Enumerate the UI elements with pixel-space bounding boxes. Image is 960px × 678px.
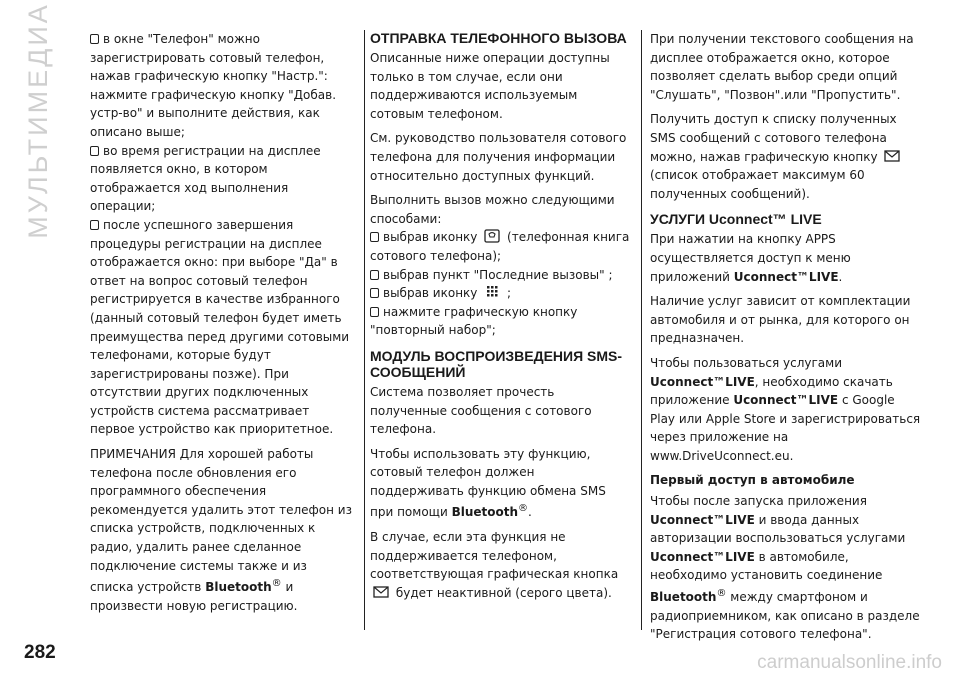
square-bullet-icon [90, 220, 99, 230]
column-3 [650, 30, 922, 650]
sms-envelope-icon [372, 585, 390, 599]
square-bullet-icon [90, 146, 99, 156]
keypad-icon [483, 285, 501, 299]
heading-outgoing-call: ОТПРАВКА ТЕЛЕФОННОГО ВЫЗОВА [370, 30, 627, 46]
square-bullet-icon [370, 307, 379, 317]
paragraph: При получении текстового сообщения на дисплее отображается окно, которое позволяет сделать выбор среди опций "Слушать", "Позвон".или "Пропустить". [650, 32, 914, 102]
subheading-first-access: Первый доступ в автомобиле [650, 473, 855, 488]
paragraph: Чтобы использовать эту функцию, сотовый телефон должен поддерживать функцию обмена SMS при помощи Bluetooth®. [370, 446, 606, 520]
paragraph: При нажатии на кнопку APPS осуществляется доступ к меню приложений Uconnect™LIVE. [650, 232, 851, 284]
paragraph: Чтобы пользоваться услугами Uconnect™LIVE, необходимо скачать приложение Uconnect™LIVE с Google Play или Apple Store и зарегистрироваться через приложение на www.DriveUconnect.eu. [650, 355, 921, 463]
column-2 [370, 30, 632, 608]
square-bullet-icon [370, 270, 379, 280]
section-title-text: МУЛЬТИМЕДИА [22, 1, 53, 239]
bullet-item: выбрав пункт "Последние вызовы" ; [370, 266, 632, 285]
page-number: 282 [24, 642, 56, 663]
bullet-item: после успешного завершения процедуры регистрации на дисплее отображается окно: при выборе "Да" в ответ на вопрос сотовый телефон регистрируется в качестве избранного (данный сотовый телефон будет иметь преимущества перед другими сотовыми телефонами, которые будут зарегистрированы позже). При отсутствии других подключенных устройств система рассматривает первое устройство как приоритетное. [90, 217, 350, 437]
paragraph: Система позволяет прочесть полученные сообщения с сотового телефона. [370, 384, 592, 437]
sms-envelope-icon [883, 149, 901, 163]
column-divider-2 [641, 30, 642, 630]
square-bullet-icon [370, 232, 379, 242]
heading-sms-module: МОДУЛЬ ВОСПРОИЗВЕДЕНИЯ SMS-СООБЩЕНИЙ [370, 347, 623, 380]
bullet-item: в окне "Телефон" можно зарегистрировать сотовый телефон, нажав графическую кнопку "Настр.": нажмите графическую кнопку "Добав. устр-во" и выполните действия, как описано выше; [90, 32, 337, 139]
bullet-item: нажмите графическую кнопку "повторный набор"; [370, 304, 578, 338]
heading-uconnect-live: УСЛУГИ Uconnect™ LIVE [650, 211, 822, 228]
paragraph: См. руководство пользователя сотового телефона для получения информации относительно доступных функций. [370, 131, 627, 183]
paragraph: Получить доступ к списку полученных SMS сообщений с сотового телефона можно, нажав графическую кнопку (список отображает максимум 60 полученных сообщений). [650, 110, 922, 203]
watermark: carmanualsonline.info [757, 652, 942, 673]
bullet-item: выбрав иконку ; [370, 284, 632, 303]
paragraph: В случае, если эта функция не поддерживается телефоном, соответствующая графическая кнопка будет неактивной (серого цвета). [370, 530, 619, 600]
bullet-item: выбрав иконку (телефонная книга сотового телефона); [370, 230, 630, 263]
note-paragraph: ПРИМЕЧАНИЯ Для хорошей работы телефона после обновления его программного обеспечения рекомендуется удалить этот телефон из списка устройств, подключенных к радио, удалить ранее сделанное подключение системы также и из списка устройств Bluetooth® и произвести новую регистрацию. [90, 447, 352, 613]
phonebook-icon [483, 229, 501, 243]
column-1 [90, 30, 352, 621]
square-bullet-icon [90, 34, 99, 44]
paragraph: Наличие услуг зависит от комплектации автомобиля и от рынка, для которого он предназначен. [650, 294, 911, 346]
square-bullet-icon [370, 288, 379, 298]
paragraph: Чтобы после запуска приложения Uconnect™LIVE и ввода данных авторизации воспользоваться услугами Uconnect™LIVE в автомобиле, необходимо установить соединение Bluetooth® между смартфоном и радиоприемником, как описано в разделе "Регистрация сотового телефона". [650, 494, 920, 642]
paragraph: Выполнить вызов можно следующими способами: [370, 193, 615, 226]
section-side-title [8, 1, 68, 239]
bullet-item: во время регистрации на дисплее появляется окно, в котором отображается ход выполнения операции; [90, 143, 321, 214]
column-divider-1 [364, 30, 365, 630]
paragraph: Описанные ниже операции доступны только в том случае, если они поддерживаются используемым сотовым телефоном. [370, 51, 610, 121]
